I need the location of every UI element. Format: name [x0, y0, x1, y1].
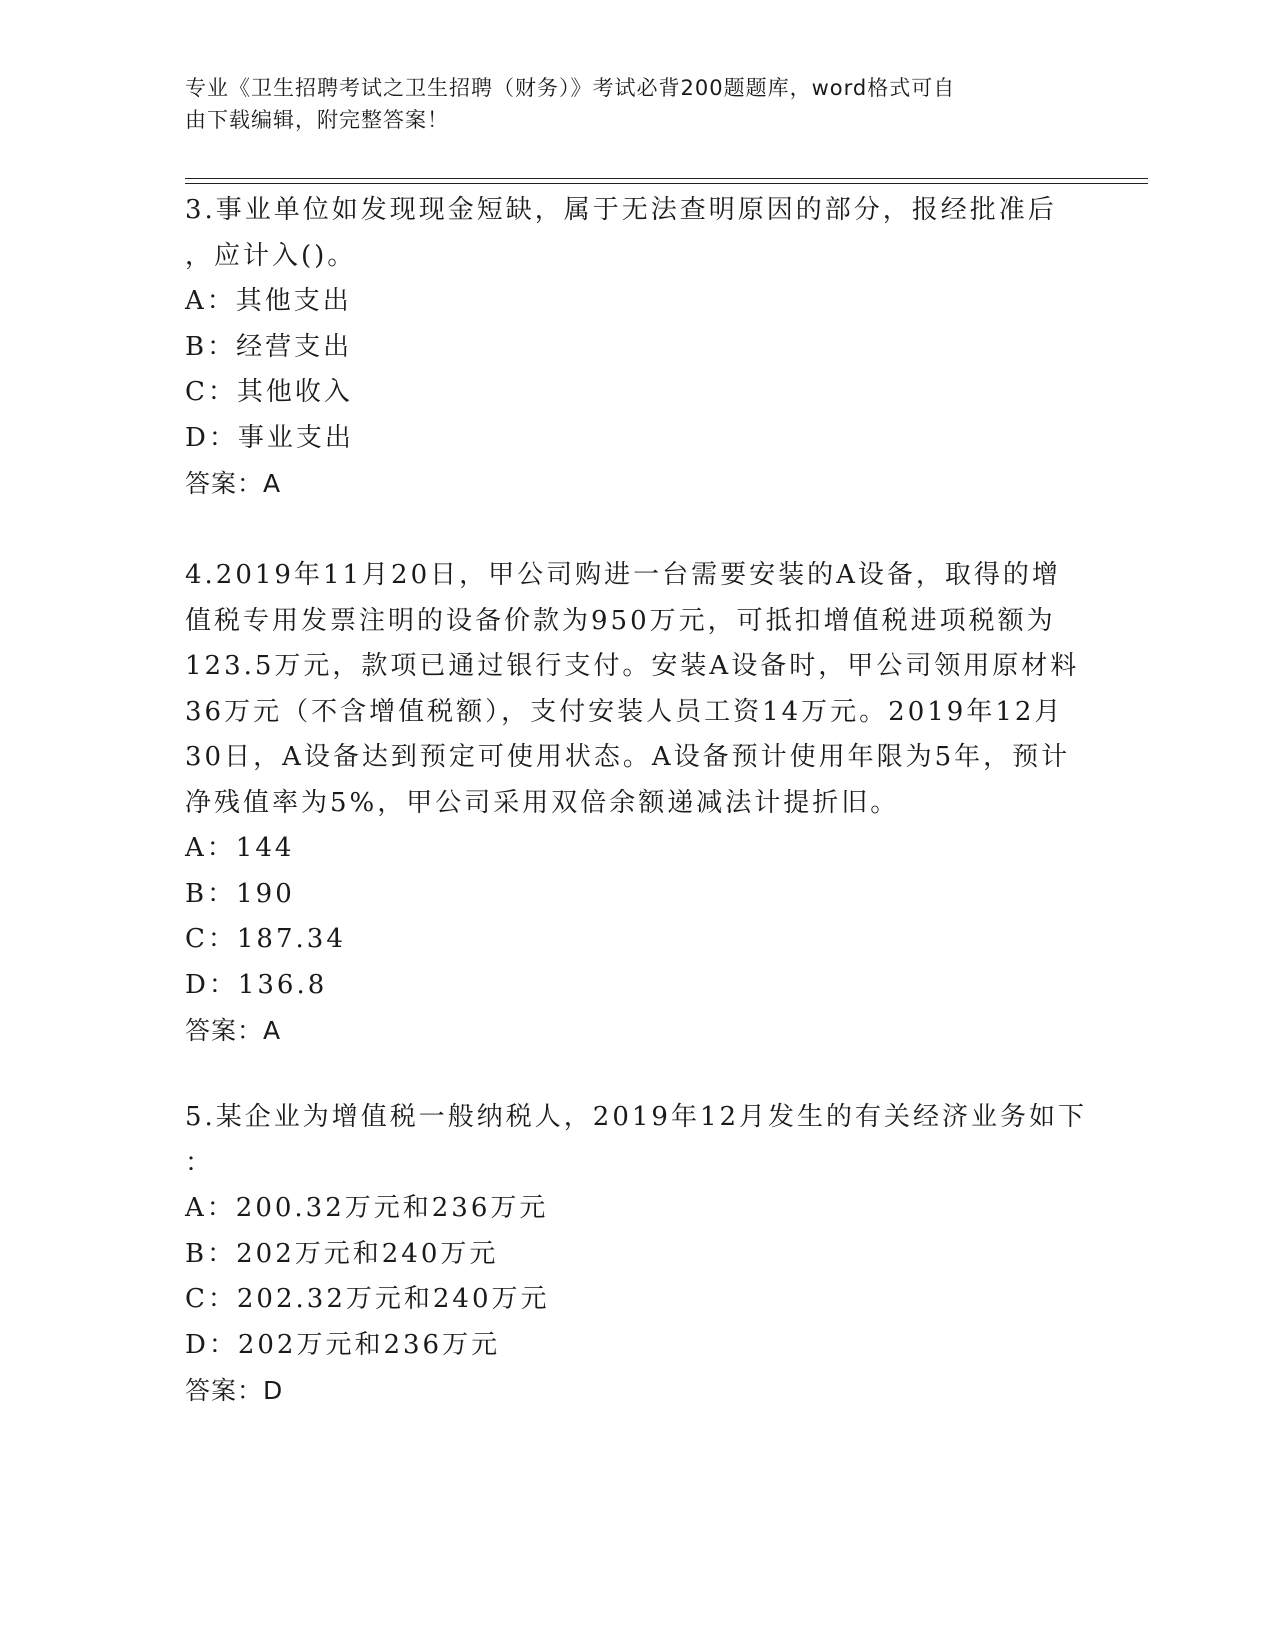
- question-stem-line: 净残值率为5%，甲公司采用双倍余额递减法计提折旧。: [185, 787, 900, 818]
- question-5: [185, 1095, 1088, 1414]
- option-d: D：事业支出: [185, 422, 354, 453]
- header-line-1: 专业《卫生招聘考试之卫生招聘（财务）》考试必背200题题库，word格式可自: [185, 76, 956, 100]
- option-c: C：187.34: [185, 924, 346, 954]
- question-stem-line: 4.2019年11月20日，甲公司购进一台需要安装的A设备，取得的增: [185, 560, 1061, 590]
- question-stem-line: ，应计入()。: [185, 240, 357, 271]
- header-line-2: 由下载编辑，附完整答案！: [185, 108, 449, 132]
- option-d: D：136.8: [185, 969, 328, 1000]
- question-stem-line: 5.某企业为增值税一般纳税人，2019年12月发生的有关经济业务如下: [185, 1102, 1088, 1132]
- question-3: [185, 188, 1085, 507]
- option-b: B：经营支出: [185, 331, 353, 362]
- option-c: C：其他收入: [185, 377, 353, 407]
- option-b: B：202万元和240万元: [185, 1238, 499, 1269]
- option-b: B：190: [185, 878, 295, 909]
- question-stem-line: ：: [185, 1147, 215, 1178]
- option-a: A：其他支出: [185, 286, 352, 316]
- header-divider-top: [185, 178, 1148, 179]
- answer-label: 答案：A: [185, 469, 282, 498]
- question-stem-line: 值税专用发票注明的设备价款为950万元，可抵扣增值税进项税额为: [185, 605, 1056, 636]
- document-header: [185, 72, 1065, 136]
- question-stem-line: 36万元（不含增值税额），支付安装人员工资14万元。2019年12月: [185, 696, 1064, 727]
- answer-label: 答案：D: [185, 1376, 284, 1405]
- header-divider-bottom: [185, 183, 1148, 184]
- option-d: D：202万元和236万元: [185, 1329, 501, 1360]
- question-stem-line: 3.事业单位如发现现金短缺，属于无法查明原因的部分，报经批准后: [185, 195, 1057, 225]
- question-4: [185, 553, 1085, 1054]
- option-a: A：200.32万元和236万元: [185, 1193, 549, 1223]
- question-stem-line: 123.5万元，款项已通过银行支付。安装A设备时，甲公司领用原材料: [185, 651, 1080, 681]
- question-stem-line: 30日，A设备达到预定可使用状态。A设备预计使用年限为5年，预计: [185, 742, 1071, 772]
- answer-label: 答案：A: [185, 1016, 282, 1045]
- option-c: C：202.32万元和240万元: [185, 1284, 550, 1314]
- option-a: A：144: [185, 833, 295, 863]
